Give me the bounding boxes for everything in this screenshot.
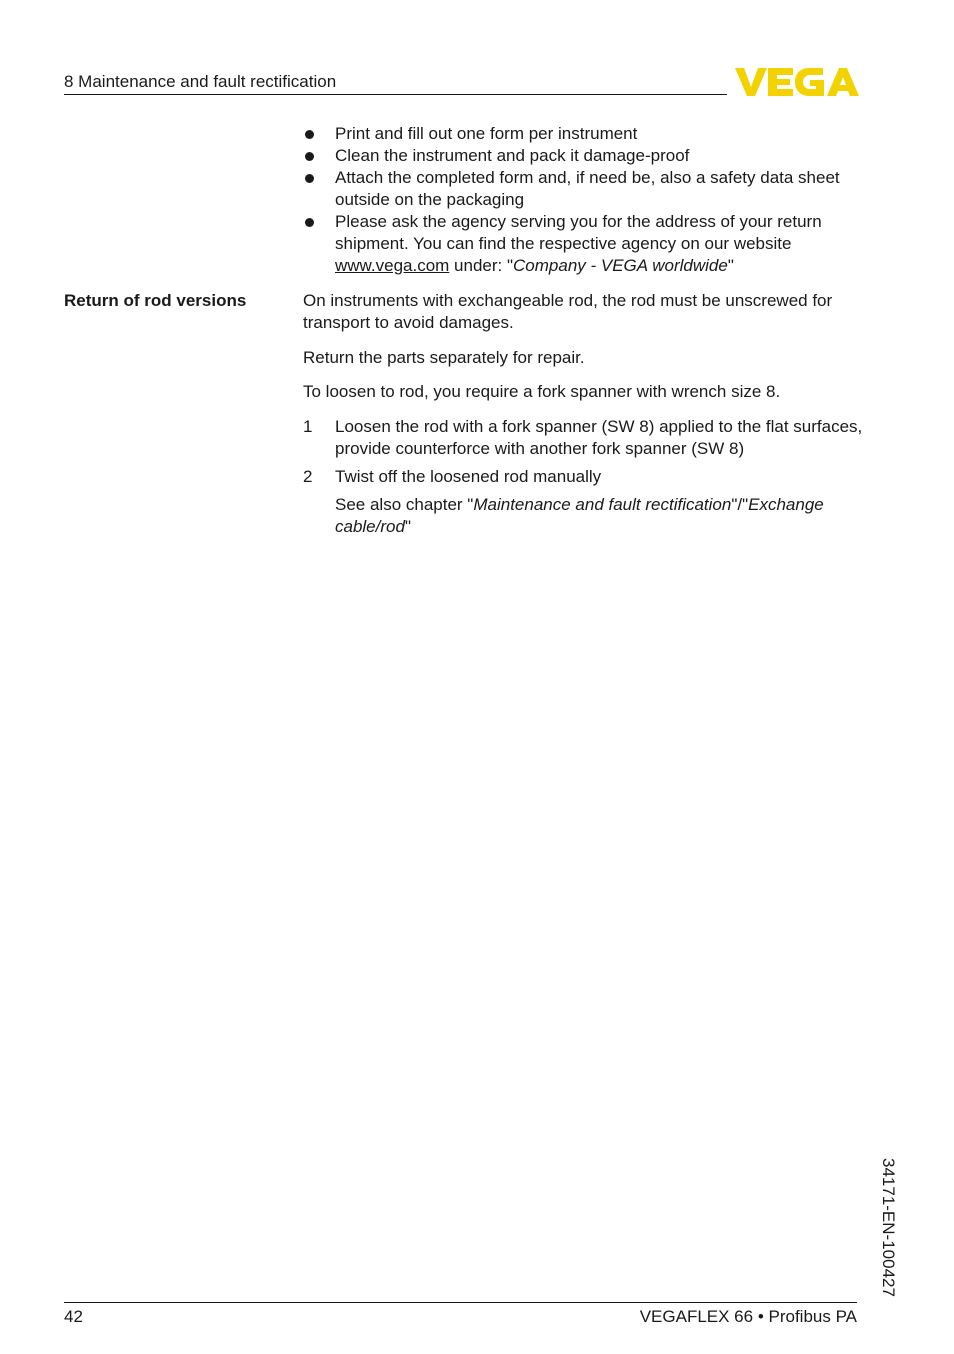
step-text: Twist off the loosened rod manually bbox=[335, 467, 602, 486]
page-number: 42 bbox=[64, 1307, 83, 1326]
paragraph: On instruments with exchangeable rod, the rod must be unscrewed for transport to avoid damages. bbox=[303, 291, 833, 332]
step-number: 2 bbox=[303, 467, 313, 486]
list-item: Clean the instrument and pack it damage-proof bbox=[303, 145, 863, 167]
bullet-icon bbox=[305, 174, 314, 183]
list-item: Print and fill out one form per instrument bbox=[303, 123, 863, 145]
paragraph: To loosen to rod, you require a fork spanner with wrench size 8. bbox=[303, 382, 781, 401]
step-item bbox=[303, 466, 863, 488]
chapter-header: 8 Maintenance and fault rectification bbox=[64, 72, 337, 91]
section-heading: Return of rod versions bbox=[64, 291, 247, 310]
website-link[interactable]: www.vega.com bbox=[335, 256, 450, 275]
bullet-icon bbox=[305, 152, 314, 161]
steps-list bbox=[303, 416, 863, 494]
product-name: VEGAFLEX 66 • Profibus PA bbox=[639, 1307, 857, 1326]
footer-divider bbox=[64, 1302, 857, 1303]
bullet-icon bbox=[305, 218, 314, 227]
step-number: 1 bbox=[303, 417, 313, 436]
list-item: Attach the completed form and, if need be, also a safety data sheet outside on the packaging bbox=[303, 167, 863, 211]
see-also-reference: See also chapter "Maintenance and fault rectification"/"Exchange cable/rod" bbox=[335, 495, 824, 536]
list-item: Please ask the agency serving you for the address of your return shipment. You can find the respective agency on our website www.vega.com under: "Company - VEGA worldwide" bbox=[303, 211, 863, 277]
company-worldwide-ref: Company - VEGA worldwide bbox=[513, 256, 728, 275]
step-text: Loosen the rod with a fork spanner (SW 8) applied to the flat surfaces, provide counterforce with another fork spanner (SW 8) bbox=[335, 417, 863, 458]
vega-logo bbox=[735, 66, 859, 98]
paragraph: Return the parts separately for repair. bbox=[303, 348, 585, 367]
step-item bbox=[303, 416, 863, 460]
document-code: 34171-EN-100427 bbox=[879, 1158, 898, 1297]
header-divider bbox=[64, 94, 727, 95]
instruction-bullet-list bbox=[303, 123, 863, 277]
bullet-icon bbox=[305, 130, 314, 139]
